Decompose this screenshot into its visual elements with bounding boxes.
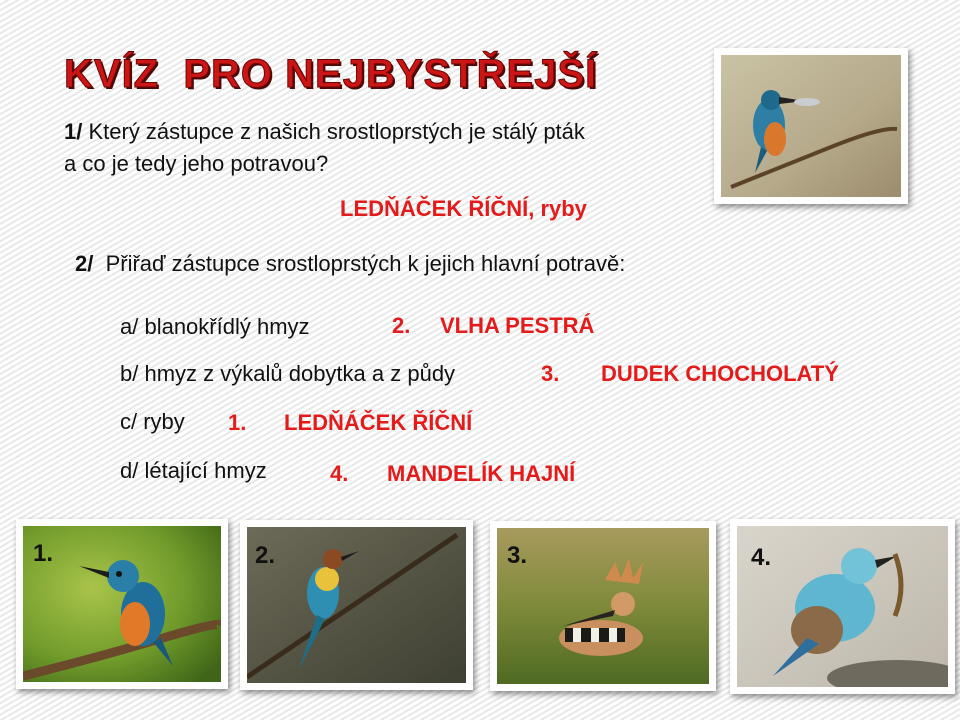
match-answer-c-name: LEDŇÁČEK ŘÍČNÍ [284,410,473,435]
question-1 [64,116,585,180]
hoopoe-image [497,528,709,684]
bee-eater-image [247,527,466,683]
question-2 [75,251,625,277]
match-answer-b-name: DUDEK CHOCHOLATÝ [601,361,839,386]
photo-4-label: 4. [751,544,772,571]
match-item-d: d/ létající hmyz [120,458,267,483]
match-answer-a-name: VLHA PESTRÁ [440,313,595,338]
question-1-line-1 [64,116,585,148]
match-answer-d-name: MANDELÍK HAJNÍ [387,461,576,486]
match-item-b: b/ hmyz z výkalů dobytka a z půdy [120,361,456,386]
question-2-text: Přiřaď zástupce srostloprstých k jejich hlavní potravě: [93,251,626,276]
match-item-c: c/ ryby [120,409,185,434]
question-1-number: 1/ [64,119,83,144]
match-answer-b-number: 3. [541,361,560,386]
question-1-answer: LEDŇÁČEK ŘÍČNÍ, ryby [340,196,587,221]
match-item-a: a/ blanokřídlý hmyz [120,314,310,339]
question-1-line-2: a co je tedy jeho potravou? [64,151,329,176]
photo-1-label: 1. [33,540,54,567]
match-answer-c-number: 1. [228,410,247,435]
question-2-number: 2/ [75,251,94,276]
photo-2-label: 2. [255,542,276,569]
photo-3-label: 3. [507,542,528,569]
match-answer-a-number: 2. [392,313,411,338]
kingfisher-photo-top [714,48,908,204]
kingfisher-with-fish-image [721,55,901,197]
slide-title: KVÍZ PRO NEJBYSTŘEJŠÍ [64,52,598,96]
question-1-text: Který zástupce z našich srostloprstých je stálý pták [82,119,585,144]
match-answer-d-number: 4. [330,461,349,486]
